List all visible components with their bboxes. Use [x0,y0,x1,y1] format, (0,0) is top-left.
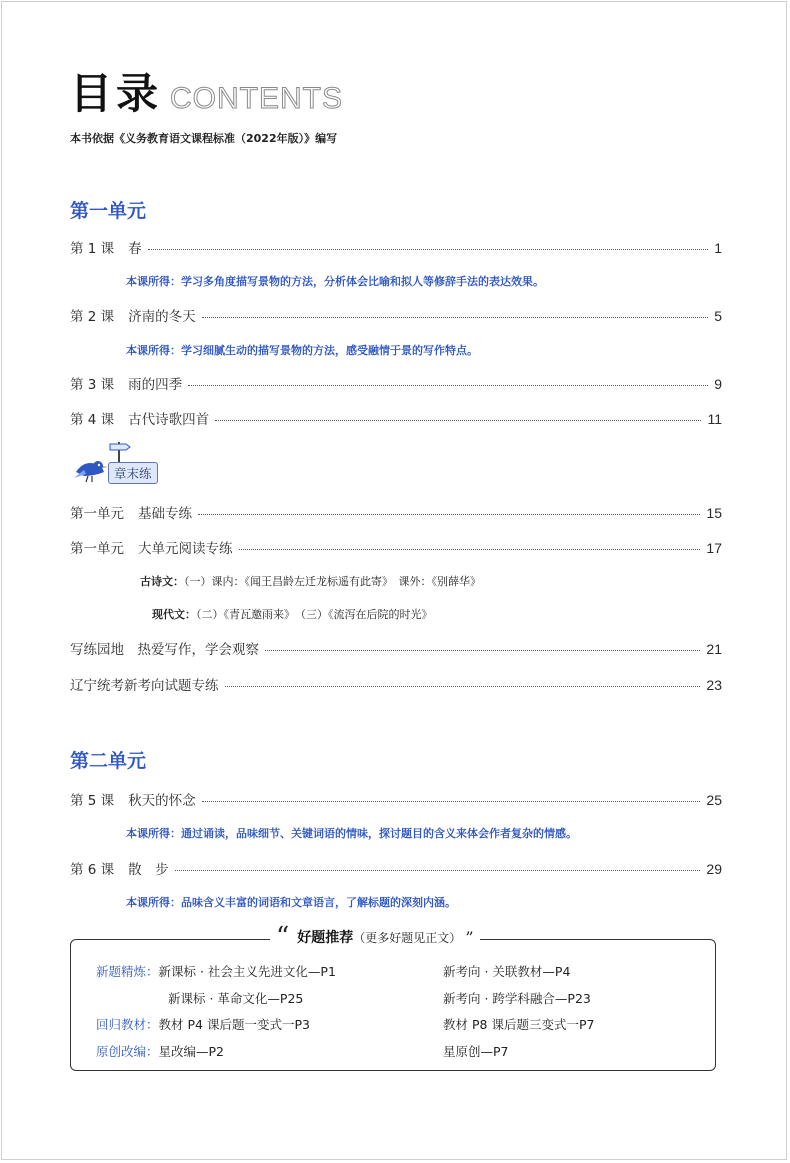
signpost-icon [106,440,132,464]
lesson-number: 第 3 课 [70,377,115,393]
bird-icon [70,446,110,486]
dot-leader [148,249,709,250]
gain-label: 本课所得： [126,896,181,909]
gain-text: 学习细腻生动的描写景物的方法，感受融情于景的写作特点。 [181,344,478,357]
lesson-name: 济南的冬天 [128,309,196,325]
lesson-gain [126,825,577,841]
exam-name: 辽宁统考新考向试题专练 [70,678,219,694]
toc-row-lesson4[interactable] [70,408,722,428]
gain-label: 本课所得： [126,344,181,357]
gain-text: 通过诵读，品味细节、关键词语的情味，探讨题目的含义来体会作者复杂的情感。 [181,827,577,840]
page-number: 9 [714,376,722,392]
badge-label: 章末练 [108,462,158,484]
toc-row-exercise2[interactable] [70,537,722,557]
writing-name: 写练园地 热爱写作，学会观察 [70,642,259,658]
page-number: 11 [707,411,722,427]
dot-leader [215,420,701,421]
lesson-name: 散 步 [128,862,169,878]
page-number: 29 [706,861,722,877]
toc-row-lesson6[interactable] [70,858,722,878]
page-number: 25 [706,792,722,808]
lesson-number: 第 1 课 [70,241,115,257]
recommend-item: 星改编—P2 [158,1044,225,1059]
exercise-name: 大单元阅读专练 [138,541,233,557]
quote-open-icon: “ [276,922,290,952]
gain-label: 本课所得： [126,275,181,288]
toc-row-lesson1[interactable] [70,237,722,257]
recommend-orig-1 [96,1042,224,1060]
gain-label: 本课所得： [126,827,181,840]
recommend-title [270,924,480,950]
recommend-label-orig: 原创改编： [96,1044,159,1059]
lesson-number: 第 6 课 [70,862,115,878]
recommend-new-4: 新考向 · 跨学科融合—P23 [443,991,591,1006]
lesson-name: 秋天的怀念 [128,793,196,809]
page-title: 目录 [70,69,163,118]
recommend-new-1 [96,962,336,980]
exercise-unit: 第一单元 [70,506,124,522]
dot-leader [225,686,701,687]
page-number: 23 [706,677,722,693]
dot-leader [188,385,708,386]
recommend-back-2: 教材 P8 课后题三变式一P7 [443,1017,595,1032]
gain-text: 学习多角度描写景物的方法，分析体会比喻和拟人等修辞手法的表达效果。 [181,275,544,288]
page-number: 17 [706,540,722,556]
lesson-name: 雨的四季 [128,377,183,393]
exercise-name: 基础专练 [138,506,192,522]
recommend-back-1 [96,1015,310,1033]
unit1-title: 第一单元 [70,200,147,222]
toc-row-exercise1[interactable] [70,502,722,522]
recommend-title-text: 好题推荐 [297,930,354,946]
unit2-title: 第二单元 [70,750,147,772]
modern-label: 现代文： [152,608,196,621]
header [70,69,344,145]
recommend-title-note: （更多好题见正文） [353,930,462,945]
recommend-orig-2: 星原创—P7 [443,1044,509,1059]
recommend-item: 教材 P4 课后题一变式一P3 [158,1017,310,1032]
dot-leader [239,549,701,550]
lesson-number: 第 5 课 [70,793,115,809]
gain-text: 品味含义丰富的词语和文章语言，了解标题的深刻内涵。 [181,896,456,909]
poetry-label: 古诗文： [140,575,184,588]
recommend-new-3: 新课标 · 革命文化—P25 [168,991,304,1006]
exercise-unit: 第一单元 [70,541,124,557]
modern-line [152,606,433,622]
toc-row-lesson3[interactable] [70,373,722,393]
lesson-gain [126,894,456,910]
poetry-line [140,573,481,589]
dot-leader [265,650,700,651]
toc-row-writing[interactable] [70,638,722,658]
recommend-item: 新课标 · 社会主义先进文化—P1 [158,964,336,979]
chapter-end-badge [70,440,180,490]
recommend-label-new: 新题精炼： [96,964,159,979]
page-number: 21 [706,641,722,657]
lesson-gain [126,342,478,358]
modern-text: （二）《青瓦邀雨来》 （三）《流泻在后院的时光》 [196,608,433,621]
toc-row-exam[interactable] [70,674,722,694]
lesson-number: 第 2 课 [70,309,115,325]
quote-close-icon: ” [465,927,474,947]
subtitle: 本书依据《义务教育语文课程标准（2022年版）》编写 [70,132,338,145]
toc-row-lesson2[interactable] [70,305,722,325]
dot-leader [202,317,709,318]
toc-row-lesson5[interactable] [70,789,722,809]
recommend-new-2: 新考向 · 关联教材—P4 [443,964,571,979]
lesson-number: 第 4 课 [70,412,115,428]
lesson-gain [126,273,544,289]
page-number: 5 [714,308,722,324]
page-number: 1 [714,240,722,256]
lesson-name: 古代诗歌四首 [128,412,210,428]
dot-leader [202,801,701,802]
dot-leader [175,870,701,871]
poetry-text: （一）课内：《闻王昌龄左迁龙标遥有此寄》 课外：《别薛华》 [184,575,481,588]
page-title-en: CONTENTS [170,82,344,115]
dot-leader [198,514,700,515]
recommend-label-back: 回归教材： [96,1017,159,1032]
page-number: 15 [706,505,722,521]
lesson-name: 春 [128,241,142,257]
